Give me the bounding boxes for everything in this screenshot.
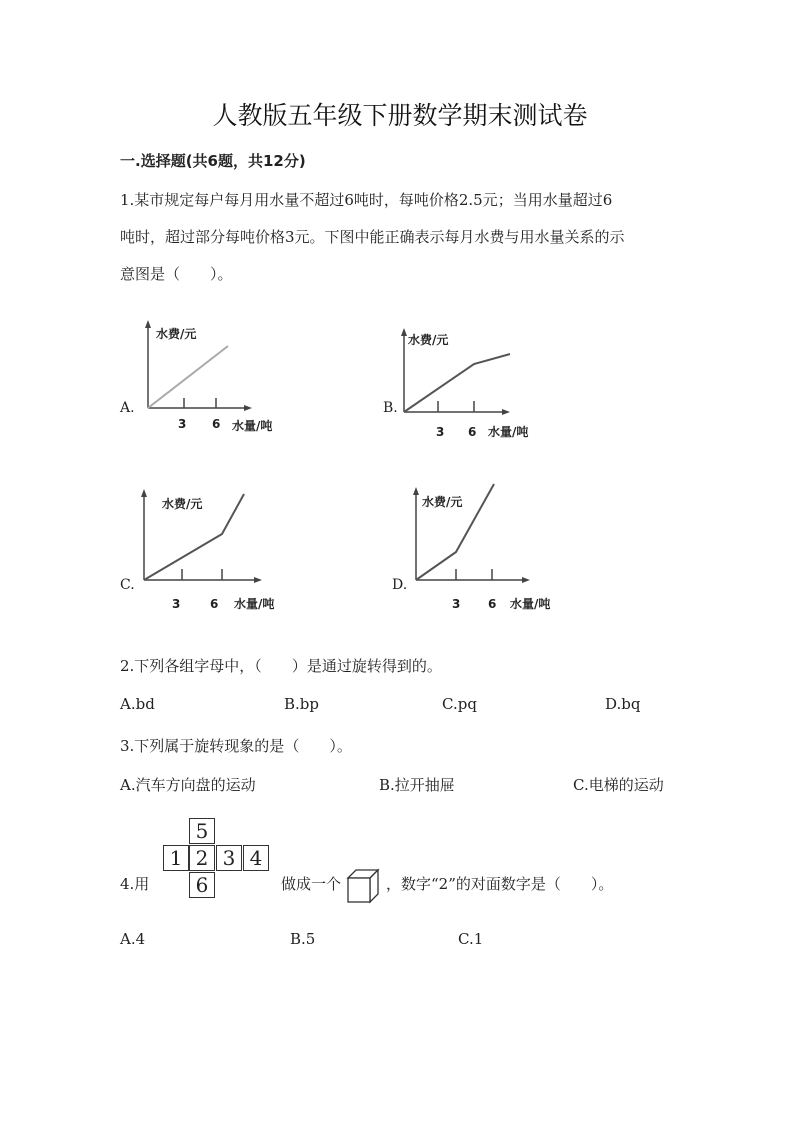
q3-option-b[interactable]: B.拉开抽屉	[379, 776, 455, 794]
q4-middle: 做成一个	[281, 875, 342, 893]
q1-option-b-graph[interactable]	[396, 326, 546, 446]
net-cell-1: 1	[163, 845, 189, 871]
tick-label-3: 3	[436, 425, 445, 439]
net-cell-3: 3	[216, 845, 242, 871]
x-axis-arrow	[522, 577, 530, 583]
page-title: 人教版五年级下册数学期末测试卷	[212, 101, 588, 130]
y-axis-label: 水费/元	[156, 327, 197, 341]
y-axis-arrow	[413, 487, 419, 495]
q3-option-c[interactable]: C.电梯的运动	[573, 776, 664, 794]
q1-line-2: 吨时，超过部分每吨价格3元。下图中能正确表示每月水费与用水量关系的示	[120, 228, 625, 246]
y-axis-label: 水费/元	[408, 333, 449, 347]
section-heading: 一.选择题(共6题，共12分)	[120, 152, 306, 170]
tick-label-6: 6	[210, 597, 219, 611]
q4-option-c[interactable]: C.1	[458, 930, 484, 948]
q2-text: 2.下列各组字母中，（ ）是通过旋转得到的。	[120, 657, 442, 675]
q1-option-d-graph[interactable]	[406, 478, 571, 614]
y-axis-arrow	[401, 328, 407, 336]
q4-prefix: 4.用	[120, 875, 150, 893]
net-cell-4: 4	[243, 845, 269, 871]
x-axis-arrow	[502, 409, 510, 415]
q4-option-b[interactable]: B.5	[290, 930, 316, 948]
tick-label-3: 3	[452, 597, 461, 611]
q1-option-a-graph[interactable]	[140, 318, 290, 438]
tick-label-3: 3	[178, 417, 187, 431]
y-axis-arrow	[145, 320, 151, 328]
q3-option-a[interactable]: A.汽车方向盘的运动	[120, 776, 256, 794]
q2-option-d[interactable]: D.bq	[605, 695, 641, 713]
net-cell-2: 2	[189, 845, 215, 871]
cost-line-b	[404, 354, 510, 412]
tick-label-6: 6	[212, 417, 221, 431]
cube-icon	[344, 866, 384, 906]
tick-label-6: 6	[468, 425, 477, 439]
q3-text: 3.下列属于旋转现象的是（ ）。	[120, 737, 352, 755]
q1-option-a-letter: A.	[120, 400, 135, 416]
x-axis-label: 水量/吨	[232, 419, 273, 433]
q1-option-d-letter: D.	[392, 577, 408, 593]
y-axis-label: 水费/元	[422, 495, 463, 509]
y-axis-arrow	[141, 489, 147, 497]
tick-label-3: 3	[172, 597, 181, 611]
q2-option-b[interactable]: B.bp	[284, 695, 319, 713]
net-cell-top: 5	[189, 818, 215, 844]
q1-line-3: 意图是（ ）。	[120, 265, 233, 283]
q4-option-a[interactable]: A.4	[120, 930, 146, 948]
q2-option-a[interactable]: A.bd	[120, 695, 155, 713]
net-cell-bottom: 6	[189, 872, 215, 898]
y-axis-label: 水费/元	[162, 497, 203, 511]
tick-label-6: 6	[488, 597, 497, 611]
x-axis-label: 水量/吨	[234, 597, 275, 611]
x-axis-arrow	[254, 577, 262, 583]
q1-line-1: 1.某市规定每户每月用水量不超过6吨时，每吨价格2.5元；当用水量超过6	[120, 191, 613, 209]
x-axis-label: 水量/吨	[510, 597, 551, 611]
q2-option-c[interactable]: C.pq	[442, 695, 477, 713]
x-axis-arrow	[244, 405, 252, 411]
q1-option-c-letter: C.	[120, 577, 135, 593]
x-axis-label: 水量/吨	[488, 425, 529, 439]
q1-option-c-graph[interactable]	[136, 486, 296, 614]
q1-option-b-letter: B.	[383, 400, 398, 416]
q4-suffix: ，数字“2”的对面数字是（ ）。	[386, 875, 614, 893]
